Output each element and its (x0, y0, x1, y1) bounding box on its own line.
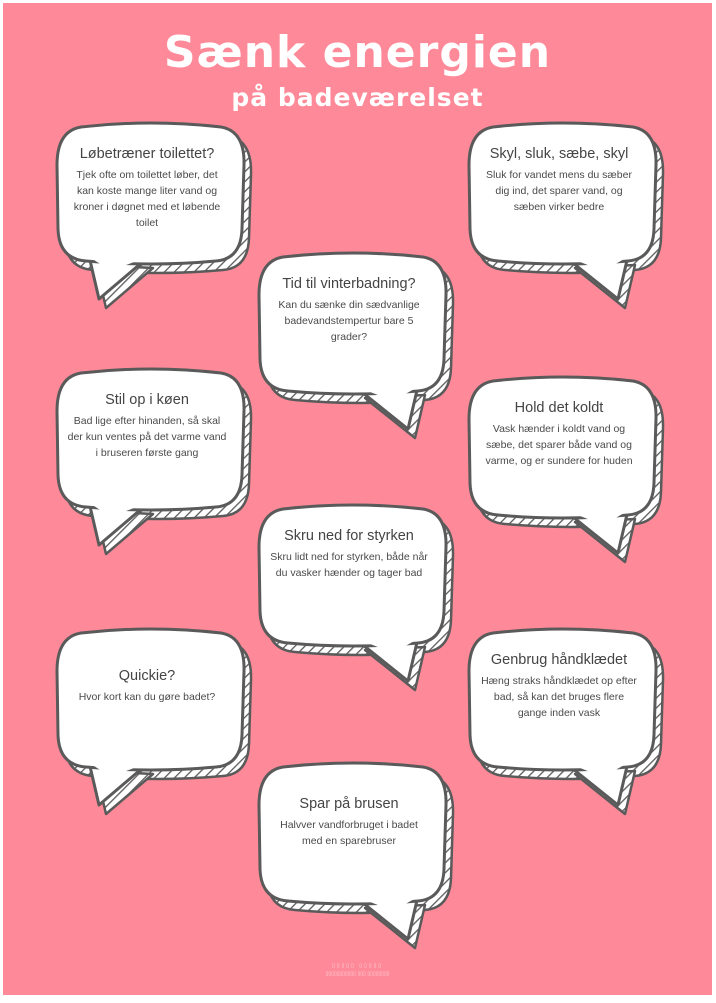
tip-body: Halvver vandforbruget i badet med en sparebruser (280, 819, 418, 847)
tip-heading: Løbetræner toilettet? (79, 146, 215, 162)
poster-subtitle: på badeværelset (231, 83, 484, 112)
tip-body: Hvor kort kan du gøre badet? (78, 691, 216, 703)
tip-body: Tjek ofte om toilettet løber, det kan koste mange liter vand og kroner i døgnet med et løbende toilet (73, 169, 221, 229)
tip-bubble-styrken (253, 503, 453, 688)
footer-fineprint: ▯▯▯▯▯▯▯▯▯▯▯ ▯▯▯ ▯▯▯▯▯▯▯▯ (325, 971, 390, 977)
tip-bubble-quickie (51, 627, 251, 812)
tip-body: Bad lige efter hinanden, så skal der kun ventes på det varme vand i bruseren første gang (67, 415, 227, 459)
footer-credit (3, 963, 712, 978)
tip-bubble-koeen (51, 367, 251, 552)
tip-bubble-skyl (463, 121, 663, 306)
tip-heading: Spar på brusen (299, 796, 399, 812)
tip-heading: Tid til vinterbadning? (282, 276, 416, 292)
tip-bubble-koldt (463, 375, 663, 560)
poster-title: Sænk energien (163, 27, 552, 78)
poster (3, 3, 712, 995)
tip-heading: Genbrug håndklædet (490, 652, 628, 668)
tip-heading: Stil op i køen (105, 392, 189, 408)
tip-bubble-vinterbadning (253, 251, 453, 436)
tip-heading: Quickie? (118, 668, 176, 684)
tip-heading: Hold det koldt (514, 400, 604, 416)
publisher-logo: ▯▯▯▯▯ ▯▯▯▯▯ (331, 963, 384, 969)
speech-bubble-shape (253, 761, 453, 946)
speech-bubble-shape (51, 627, 251, 812)
tip-body: Hæng straks håndklædet op efter bad, så kan det bruges flere gange inden vask (481, 675, 637, 719)
tip-body: Vask hænder i koldt vand og sæbe, det sparer både vand og varme, og er sundere for huden (485, 423, 633, 467)
tip-heading: Skru ned for styrken (284, 528, 414, 544)
tip-body: Sluk for vandet mens du sæber dig ind, det sparer vand, og sæben virker bedre (486, 169, 632, 213)
tip-body: Skru lidt ned for styrken, både når du vasker hænder og tager bad (270, 551, 428, 579)
tip-heading: Skyl, sluk, sæbe, skyl (489, 146, 629, 162)
tip-bubble-haandklaede (463, 627, 663, 812)
tip-bubble-brusen (253, 761, 453, 946)
tip-bubble-toilet (51, 121, 251, 306)
tip-body: Kan du sænke din sædvanlige badevandstempertur bare 5 grader? (278, 299, 420, 343)
